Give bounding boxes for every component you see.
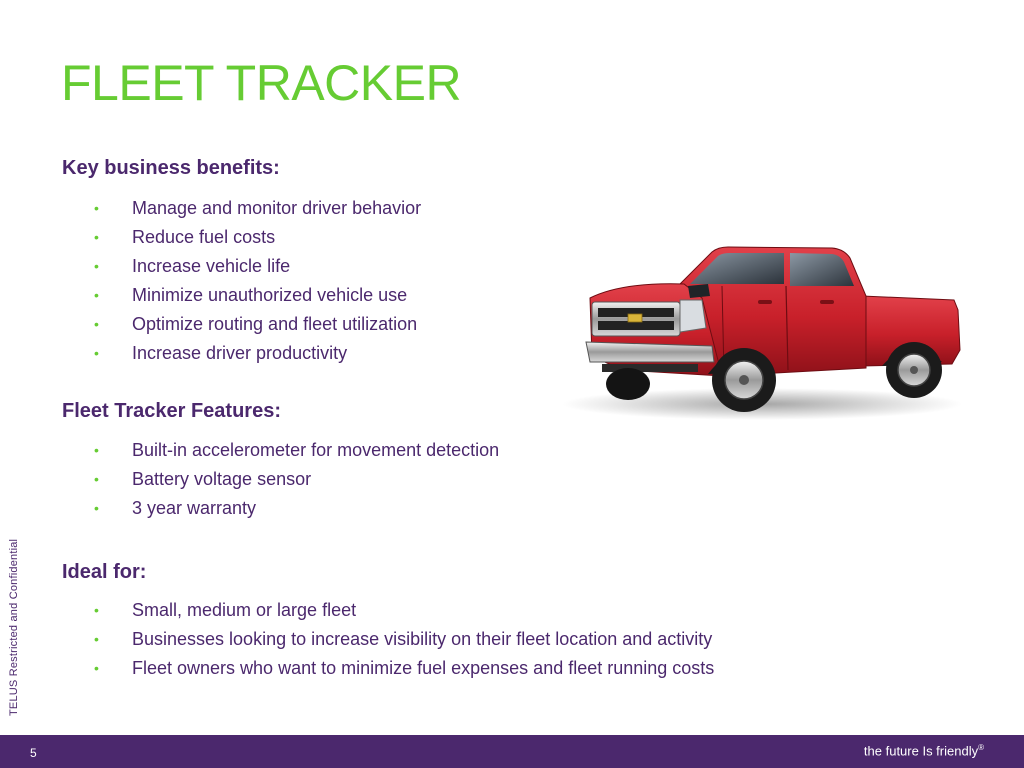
footer-tagline: the future Is friendly® [863, 743, 984, 759]
red-pickup-truck-image [562, 238, 970, 424]
section-heading-ideal-for: Ideal for: [62, 561, 147, 583]
bullet-icon: • [94, 316, 99, 332]
list-item: • Businesses looking to increase visibility on their fleet location and activity [94, 629, 713, 649]
confidentiality-label: TELUS Restricted and Confidential [8, 538, 20, 716]
list-item: • Battery voltage sensor [94, 469, 312, 489]
features-list [92, 440, 499, 527]
section-heading-features: Fleet Tracker Features: [62, 400, 281, 422]
slide-title: FLEET TRACKER [61, 55, 462, 111]
bullet-icon: • [94, 602, 99, 618]
benefits-list [92, 198, 421, 372]
bullet-icon: • [94, 500, 99, 516]
registered-mark: ® [978, 743, 984, 752]
section-heading-benefits: Key business benefits: [62, 157, 280, 179]
list-item: • Small, medium or large fleet [94, 600, 357, 620]
bullet-icon: • [94, 229, 99, 245]
bullet-icon: • [94, 258, 99, 274]
list-item: • Built-in accelerometer for movement detection [94, 440, 500, 460]
list-item: • Optimize routing and fleet utilization [94, 314, 418, 334]
ideal-for-list [92, 600, 714, 687]
list-item: • 3 year warranty [94, 498, 257, 518]
list-item: • Manage and monitor driver behavior [94, 198, 422, 218]
footer-bar [0, 735, 1024, 768]
truck-icon [562, 238, 970, 424]
bullet-icon: • [94, 345, 99, 361]
bullet-icon: • [94, 471, 99, 487]
list-item: • Increase vehicle life [94, 256, 291, 276]
bullet-icon: • [94, 660, 99, 676]
bullet-icon: • [94, 442, 99, 458]
list-item: • Increase driver productivity [94, 343, 348, 363]
page-number: 5 [30, 746, 37, 760]
list-item: • Reduce fuel costs [94, 227, 276, 247]
bullet-icon: • [94, 631, 99, 647]
bullet-icon: • [94, 200, 99, 216]
list-item: • Minimize unauthorized vehicle use [94, 285, 408, 305]
list-item: • Fleet owners who want to minimize fuel expenses and fleet running costs [94, 658, 715, 678]
bullet-icon: • [94, 287, 99, 303]
